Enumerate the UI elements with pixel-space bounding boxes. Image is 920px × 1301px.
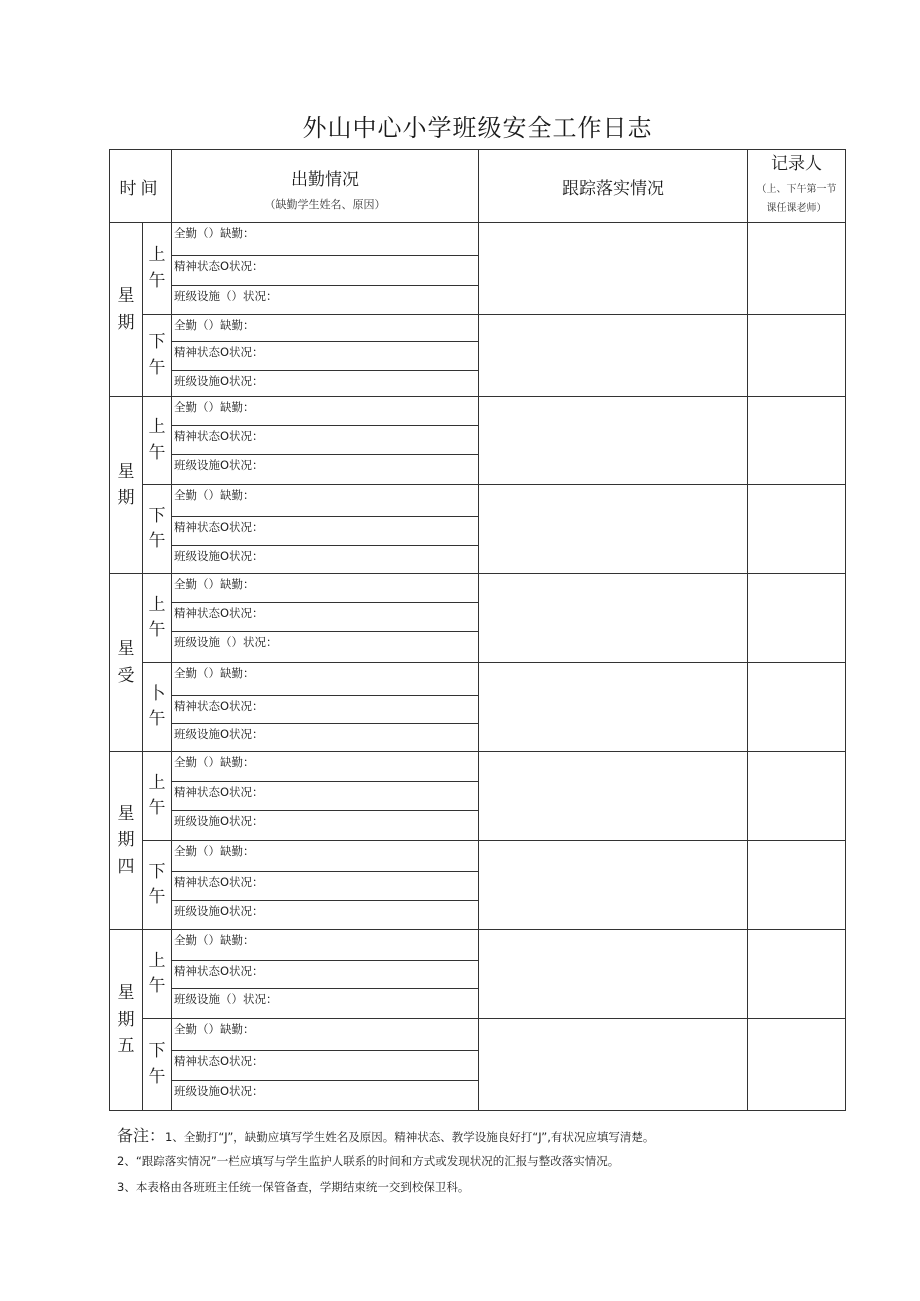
attendance-field[interactable]: 班级设施O状况： <box>172 455 479 485</box>
morning-label: 上 午 <box>143 397 172 485</box>
recorder-field[interactable] <box>748 223 846 315</box>
table-row <box>110 663 846 696</box>
recorder-field[interactable] <box>748 485 846 574</box>
tracking-field[interactable] <box>479 315 748 397</box>
tracking-field[interactable] <box>479 223 748 315</box>
header-row <box>110 150 846 223</box>
header-attendance <box>172 150 479 223</box>
attendance-field[interactable]: 班级设施O状况： <box>172 811 479 841</box>
attendance-field[interactable]: 精神状态O状况： <box>172 342 479 371</box>
attendance-field[interactable]: 精神状态O状况： <box>172 256 479 286</box>
attendance-field[interactable]: 精神状态O状况： <box>172 782 479 811</box>
attendance-field[interactable]: 班级设施（）状况： <box>172 989 479 1019</box>
day-label: 星 期 五 <box>110 930 143 1111</box>
attendance-field[interactable]: 精神状态O状况： <box>172 603 479 632</box>
header-attendance-note: （缺勤学生姓名、原因） <box>264 197 386 211</box>
safety-log-table <box>109 149 846 1111</box>
attendance-field[interactable]: 班级设施O状况： <box>172 546 479 574</box>
page-title: 外山中心小学班级安全工作日志 <box>302 114 653 142</box>
attendance-field[interactable]: 全勤（）缺勤： <box>172 752 479 782</box>
recorder-field[interactable] <box>748 663 846 752</box>
tracking-field[interactable] <box>479 930 748 1019</box>
attendance-field[interactable]: 精神状态O状况： <box>172 426 479 455</box>
notes-lead: 备注： <box>117 1126 166 1145</box>
note-1 <box>117 1123 857 1149</box>
attendance-field[interactable]: 班级设施O状况： <box>172 724 479 752</box>
attendance-field[interactable]: 精神状态O状况： <box>172 961 479 989</box>
header-tracking: 跟踪落实情况 <box>479 150 748 223</box>
recorder-field[interactable] <box>748 574 846 663</box>
table-row <box>110 223 846 256</box>
table-row <box>110 930 846 961</box>
note-1-text: 1、全勤打“J”，缺勤应填写学生姓名及原因。精神状态、教学设施良好打“J”,有状况应填写清楚。 <box>165 1130 655 1144</box>
day-label: 星 期 <box>110 397 143 574</box>
tracking-field[interactable] <box>479 485 748 574</box>
attendance-field[interactable]: 全勤（）缺勤： <box>172 574 479 603</box>
recorder-field[interactable] <box>748 752 846 841</box>
header-attendance-label: 出勤情况 <box>291 169 359 190</box>
table-row <box>110 574 846 603</box>
tracking-field[interactable] <box>479 574 748 663</box>
recorder-field[interactable] <box>748 841 846 930</box>
note-2: 2、“跟踪落实情况”一栏应填写与学生监护人联系的时间和方式或发现状况的汇报与整改落实情况。 <box>117 1154 620 1168</box>
recorder-field[interactable] <box>748 1019 846 1111</box>
afternoon-label: 卜 午 <box>143 663 172 752</box>
morning-label: 上 午 <box>143 223 172 315</box>
morning-label: 上 午 <box>143 930 172 1019</box>
header-recorder-note: （上、下午第一节 课任课老师） <box>756 184 837 215</box>
morning-label: 上 午 <box>143 574 172 663</box>
morning-label: 上 午 <box>143 752 172 841</box>
attendance-field[interactable]: 精神状态O状况： <box>172 872 479 901</box>
attendance-field[interactable]: 全勤（）缺勤： <box>172 1019 479 1051</box>
afternoon-label: 下 午 <box>143 485 172 574</box>
attendance-field[interactable]: 全勤（）缺勤： <box>172 315 479 342</box>
table-row <box>110 397 846 426</box>
attendance-field[interactable]: 全勤（）缺勤： <box>172 223 479 256</box>
day-label: 星 受 <box>110 574 143 752</box>
recorder-field[interactable] <box>748 930 846 1019</box>
recorder-field[interactable] <box>748 315 846 397</box>
afternoon-label: 下 午 <box>143 841 172 930</box>
attendance-field[interactable]: 精神状态O状况： <box>172 517 479 546</box>
attendance-field[interactable]: 全勤（）缺勤： <box>172 397 479 426</box>
day-label: 星 期 四 <box>110 752 143 930</box>
table-row <box>110 752 846 782</box>
tracking-field[interactable] <box>479 663 748 752</box>
day-label: 星 期 <box>110 223 143 397</box>
attendance-field[interactable]: 全勤（）缺勤： <box>172 485 479 517</box>
tracking-field[interactable] <box>479 841 748 930</box>
attendance-field[interactable]: 班级设施（）状况： <box>172 286 479 315</box>
attendance-field[interactable]: 全勤（）缺勤： <box>172 841 479 872</box>
table-row <box>110 315 846 342</box>
attendance-field[interactable]: 全勤（）缺勤： <box>172 663 479 696</box>
attendance-field[interactable]: 精神状态O状况： <box>172 1051 479 1081</box>
notes-section <box>117 1123 857 1201</box>
header-recorder-label: 记录人 <box>771 153 822 174</box>
recorder-field[interactable] <box>748 397 846 485</box>
attendance-field[interactable]: 精神状态O状况： <box>172 696 479 724</box>
table-row <box>110 841 846 872</box>
attendance-field[interactable]: 全勤（）缺勤： <box>172 930 479 961</box>
table-row <box>110 485 846 517</box>
table-row <box>110 1019 846 1051</box>
afternoon-label: 下 午 <box>143 1019 172 1111</box>
header-recorder <box>748 150 846 223</box>
afternoon-label: 下 午 <box>143 315 172 397</box>
tracking-field[interactable] <box>479 752 748 841</box>
note-3: 3、本表格由各班班主任统一保管备查，学期结束统一交到校保卫科。 <box>117 1180 470 1194</box>
attendance-field[interactable]: 班级设施O状况： <box>172 1081 479 1111</box>
header-time: 时间 <box>110 150 172 223</box>
attendance-field[interactable]: 班级设施（）状况： <box>172 632 479 663</box>
tracking-field[interactable] <box>479 1019 748 1111</box>
tracking-field[interactable] <box>479 397 748 485</box>
attendance-field[interactable]: 班级设施O状况： <box>172 371 479 397</box>
attendance-field[interactable]: 班级设施O状况： <box>172 901 479 930</box>
